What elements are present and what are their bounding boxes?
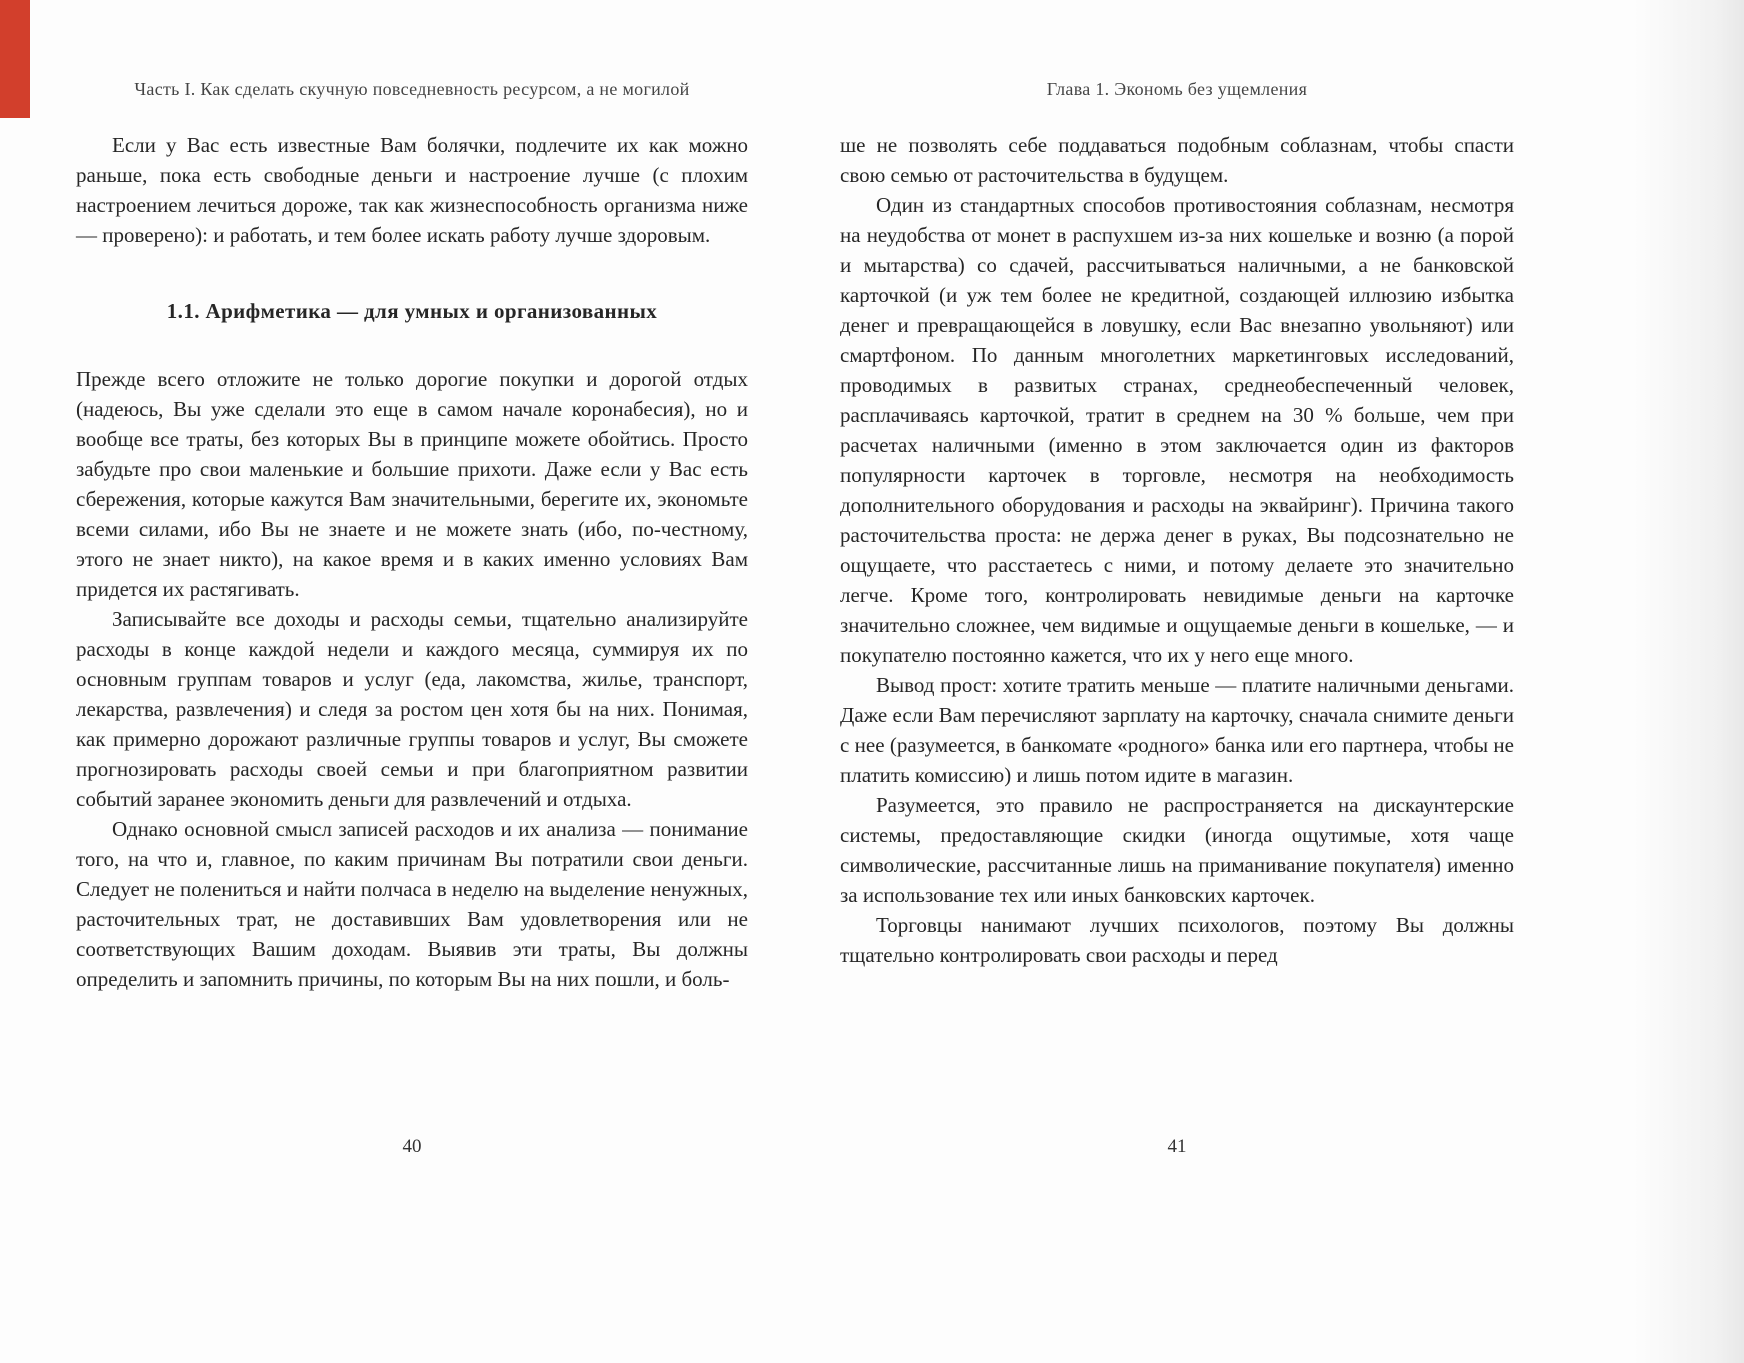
paragraph: Торговцы нанимают лучших психологов, поэтому Вы должны тщательно контролировать свои расходы и перед [840,913,1514,967]
page-number-right: 41 [1167,1136,1187,1157]
paragraph: Если у Вас есть известные Вам болячки, подлечите их как можно раньше, пока есть свободные деньги и настроение лучше (с плохим настроением лечиться дороже, так как жизнеспособность организма ниже — проверено): и работать, и тем более искать работу лучше здоровым. [76,133,748,247]
left-page [76,0,748,1363]
right-page [840,0,1514,1363]
paragraph: Разумеется, это правило не распространяется на дискаунтерские системы, предоставляющие скидки (иногда ощутимые, хотя чаще символические, рассчитанные лишь на приманивание покупателя) именно за использование тех или иных банковских карточек. [840,793,1514,907]
paragraph: Прежде всего отложите не только дорогие покупки и дорогой отдых (надеюсь, Вы уже сделали это еще в самом начале коронабесия), но и вообще все траты, без которых Вы в принципе можете обойтись. Просто забудьте про свои маленькие и большие прихоти. Даже если у Вас есть сбережения, которые кажутся Вам значительными, берегите их, экономьте всеми силами, ибо Вы не знаете и не можете знать (ибо, по-честному, этого не знает никто), на какое время и в каких именно условиях Вам придется их растягивать. [76,367,748,601]
paragraph: Вывод прост: хотите тратить меньше — платите наличными деньгами. Даже если Вам перечисляют зарплату на карточку, сначала снимите деньги с нее (разумеется, в банкомате «родного» банка или его партнера, чтобы не платить комиссию) и лишь потом идите в магазин. [840,673,1514,787]
page-number-left: 40 [402,1136,422,1157]
running-head-left: Часть I. Как сделать скучную повседневность ресурсом, а не могилой [134,79,690,99]
page-edge-shading [1634,0,1744,1363]
paragraph: Записывайте все доходы и расходы семьи, тщательно анализируйте расходы в конце каждой недели и каждого месяца, суммируя их по основным группам товаров и услуг (еда, лакомства, жилье, транспорт, лекарства, развлечения) и следя за ростом цен хотя бы на них. Понимая, как примерно дорожают различные группы товаров и услуг, Вы сможете прогнозировать расходы своей семьи и при благоприятном развитии событий заранее экономить деньги для развлечений и отдыха. [76,607,748,811]
red-bookmark [0,0,30,118]
running-head-right: Глава 1. Экономь без ущемления [1046,79,1308,99]
section-heading: 1.1. Арифметика — для умных и организованных [166,299,658,323]
right-page-body [840,130,1514,970]
paragraph: ше не позволять себе поддаваться подобным соблазнам, чтобы спасти свою семью от расточительства в будущем. [840,133,1514,187]
paragraph: Один из стандартных способов противостояния соблазнам, несмотря на неудобства от монет в распухшем из-за них кошельке и возню (а порой и мытарства) со сдачей, рассчитываться наличными, а не банковской карточкой (и уж тем более не кредитной, создающей иллюзию избытка денег и превращающейся в ловушку, если Вас внезапно увольняют) или смартфоном. По данным многолетних маркетинговых исследований, проводимых в развитых странах, среднеобеспеченный человек, расплачиваясь карточкой, тратит в среднем на 30 % больше, чем при расчетах наличными (именно в этом заключается один из факторов популярности карточек в торговле, несмотря на необходимость дополнительного оборудования и расходы на эквайринг). Причина такого расточительства проста: не держа денег в руках, Вы подсознательно не ощущаете, что расстаетесь с ними, и потому делаете это значительно легче. Кроме того, контролировать невидимые деньги на карточке значительно сложнее, чем видимые и ощущаемые деньги в кошельке, — и покупателю постоянно кажется, что их у него еще много. [840,193,1514,667]
left-page-body [76,130,748,994]
paragraph: Однако основной смысл записей расходов и их анализа — понимание того, на что и, главное, по каким причинам Вы потратили свои деньги. Следует не полениться и найти полчаса в неделю на выделение ненужных, расточительных трат, не доставивших Вам удовлетворения или не соответствующих Вашим доходам. Выявив эти траты, Вы должны определить и запомнить причины, по которым Вы на них пошли, и боль- [76,817,748,991]
